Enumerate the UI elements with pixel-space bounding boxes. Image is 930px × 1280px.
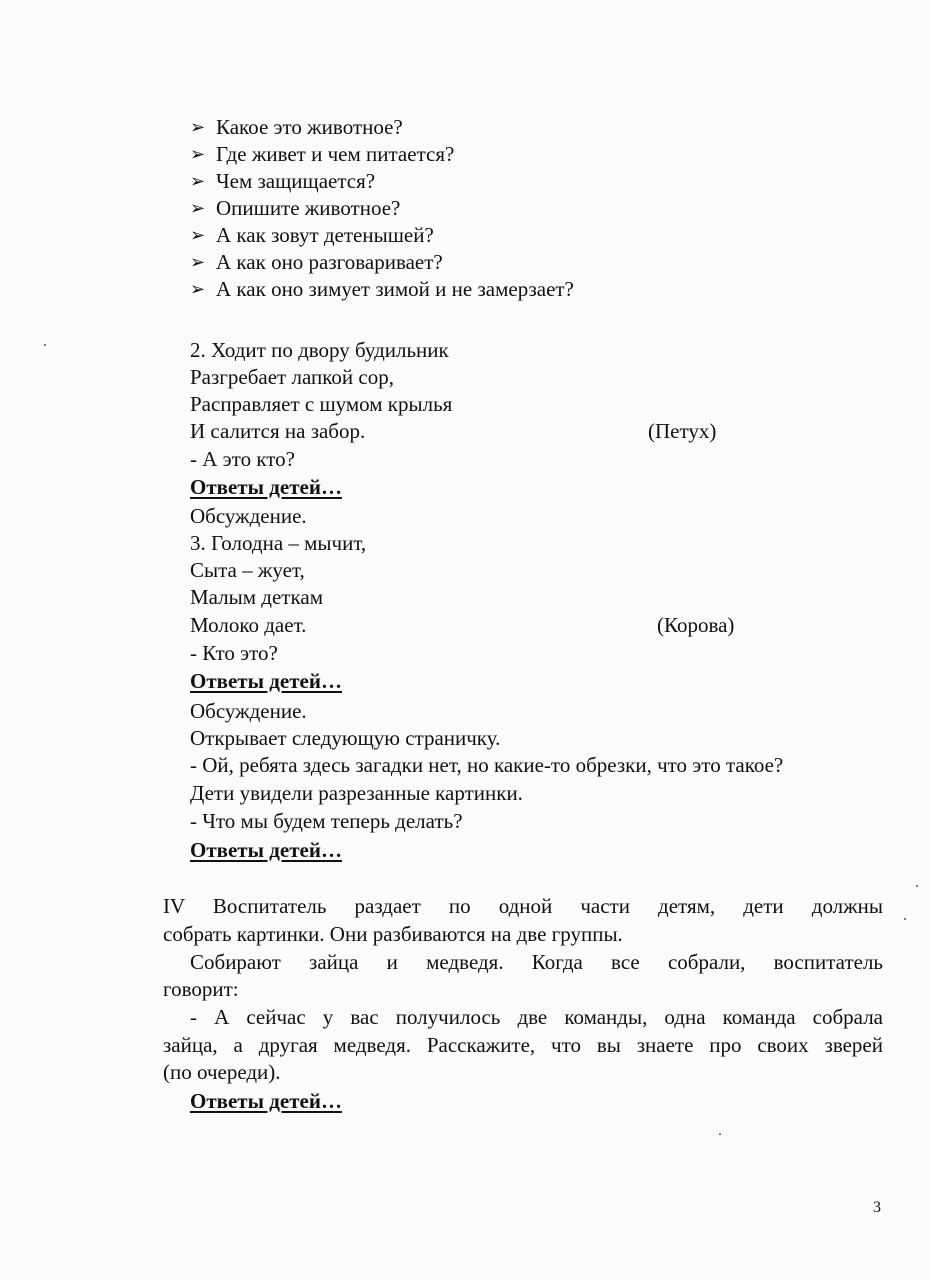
riddle-line: И салится на забор.: [190, 419, 366, 443]
children-answers-heading: Ответы детей…: [190, 1089, 342, 1113]
arrow-bullet-icon: ➢: [190, 198, 206, 218]
paragraph-line: - А сейчас у вас получилось две команды, одна команда собрала: [190, 1005, 883, 1029]
paragraph-line: IV Воспитатель раздает по одной части детям, дети должны: [163, 894, 883, 918]
riddle-line: Молоко дает.: [190, 613, 307, 637]
riddle-question: - А это кто?: [190, 447, 295, 471]
arrow-bullet-icon: ➢: [190, 117, 206, 137]
paragraph-line: зайца, а другая медведя. Расскажите, что вы знаете про своих зверей: [163, 1033, 883, 1057]
arrow-bullet-icon: ➢: [190, 252, 206, 272]
arrow-bullet-icon: ➢: [190, 225, 206, 245]
paragraph-line: говорит:: [163, 977, 239, 1001]
riddle-answer: (Корова): [657, 613, 735, 637]
riddle-line: 2. Ходит по двору будильник: [190, 338, 449, 362]
text-line: - Ой, ребята здесь загадки нет, но какие-то обрезки, что это такое?: [190, 753, 784, 777]
riddle-line: Разгребает лапкой сор,: [190, 365, 394, 389]
page-number: 3: [873, 1199, 881, 1216]
scan-speck: [916, 885, 918, 887]
text-line: - Что мы будем теперь делать?: [190, 809, 463, 833]
arrow-bullet-icon: ➢: [190, 144, 206, 164]
discussion-label: Обсуждение.: [190, 699, 307, 723]
list-item: ➢ А как зовут детенышей?: [190, 223, 434, 247]
riddle-line: Сыта – жует,: [190, 558, 305, 582]
list-item: ➢ А как оно разговаривает?: [190, 250, 443, 274]
riddle-answer: (Петух): [648, 419, 717, 443]
paragraph-line: (по очереди).: [163, 1060, 281, 1084]
riddle-line: 3. Голодна – мычит,: [190, 531, 367, 555]
children-answers-heading: Ответы детей…: [190, 475, 342, 499]
paragraph-line: Собирают зайца и медведя. Когда все собрали, воспитатель: [190, 950, 883, 974]
paragraph-line: собрать картинки. Они разбиваются на две группы.: [163, 922, 623, 946]
scan-speck: [719, 1133, 721, 1135]
discussion-label: Обсуждение.: [190, 504, 307, 528]
list-item: ➢ Чем защищается?: [190, 169, 376, 193]
riddle-line: Малым деткам: [190, 585, 323, 609]
arrow-bullet-icon: ➢: [190, 171, 206, 191]
text-line: Дети увидели разрезанные картинки.: [190, 781, 523, 805]
list-item: ➢ Какое это животное?: [190, 115, 403, 139]
riddle-question: - Кто это?: [190, 641, 278, 665]
list-item: ➢ Где живет и чем питается?: [190, 142, 455, 166]
text-line: Открывает следующую страничку.: [190, 726, 501, 750]
list-item: ➢ А как оно зимует зимой и не замерзает?: [190, 277, 574, 301]
arrow-bullet-icon: ➢: [190, 279, 206, 299]
list-item: ➢ Опишите животное?: [190, 196, 401, 220]
children-answers-heading: Ответы детей…: [190, 669, 342, 693]
riddle-line: Расправляет с шумом крылья: [190, 392, 453, 416]
scan-speck: [44, 344, 46, 346]
scan-speck: [904, 918, 906, 920]
children-answers-heading: Ответы детей…: [190, 838, 342, 862]
